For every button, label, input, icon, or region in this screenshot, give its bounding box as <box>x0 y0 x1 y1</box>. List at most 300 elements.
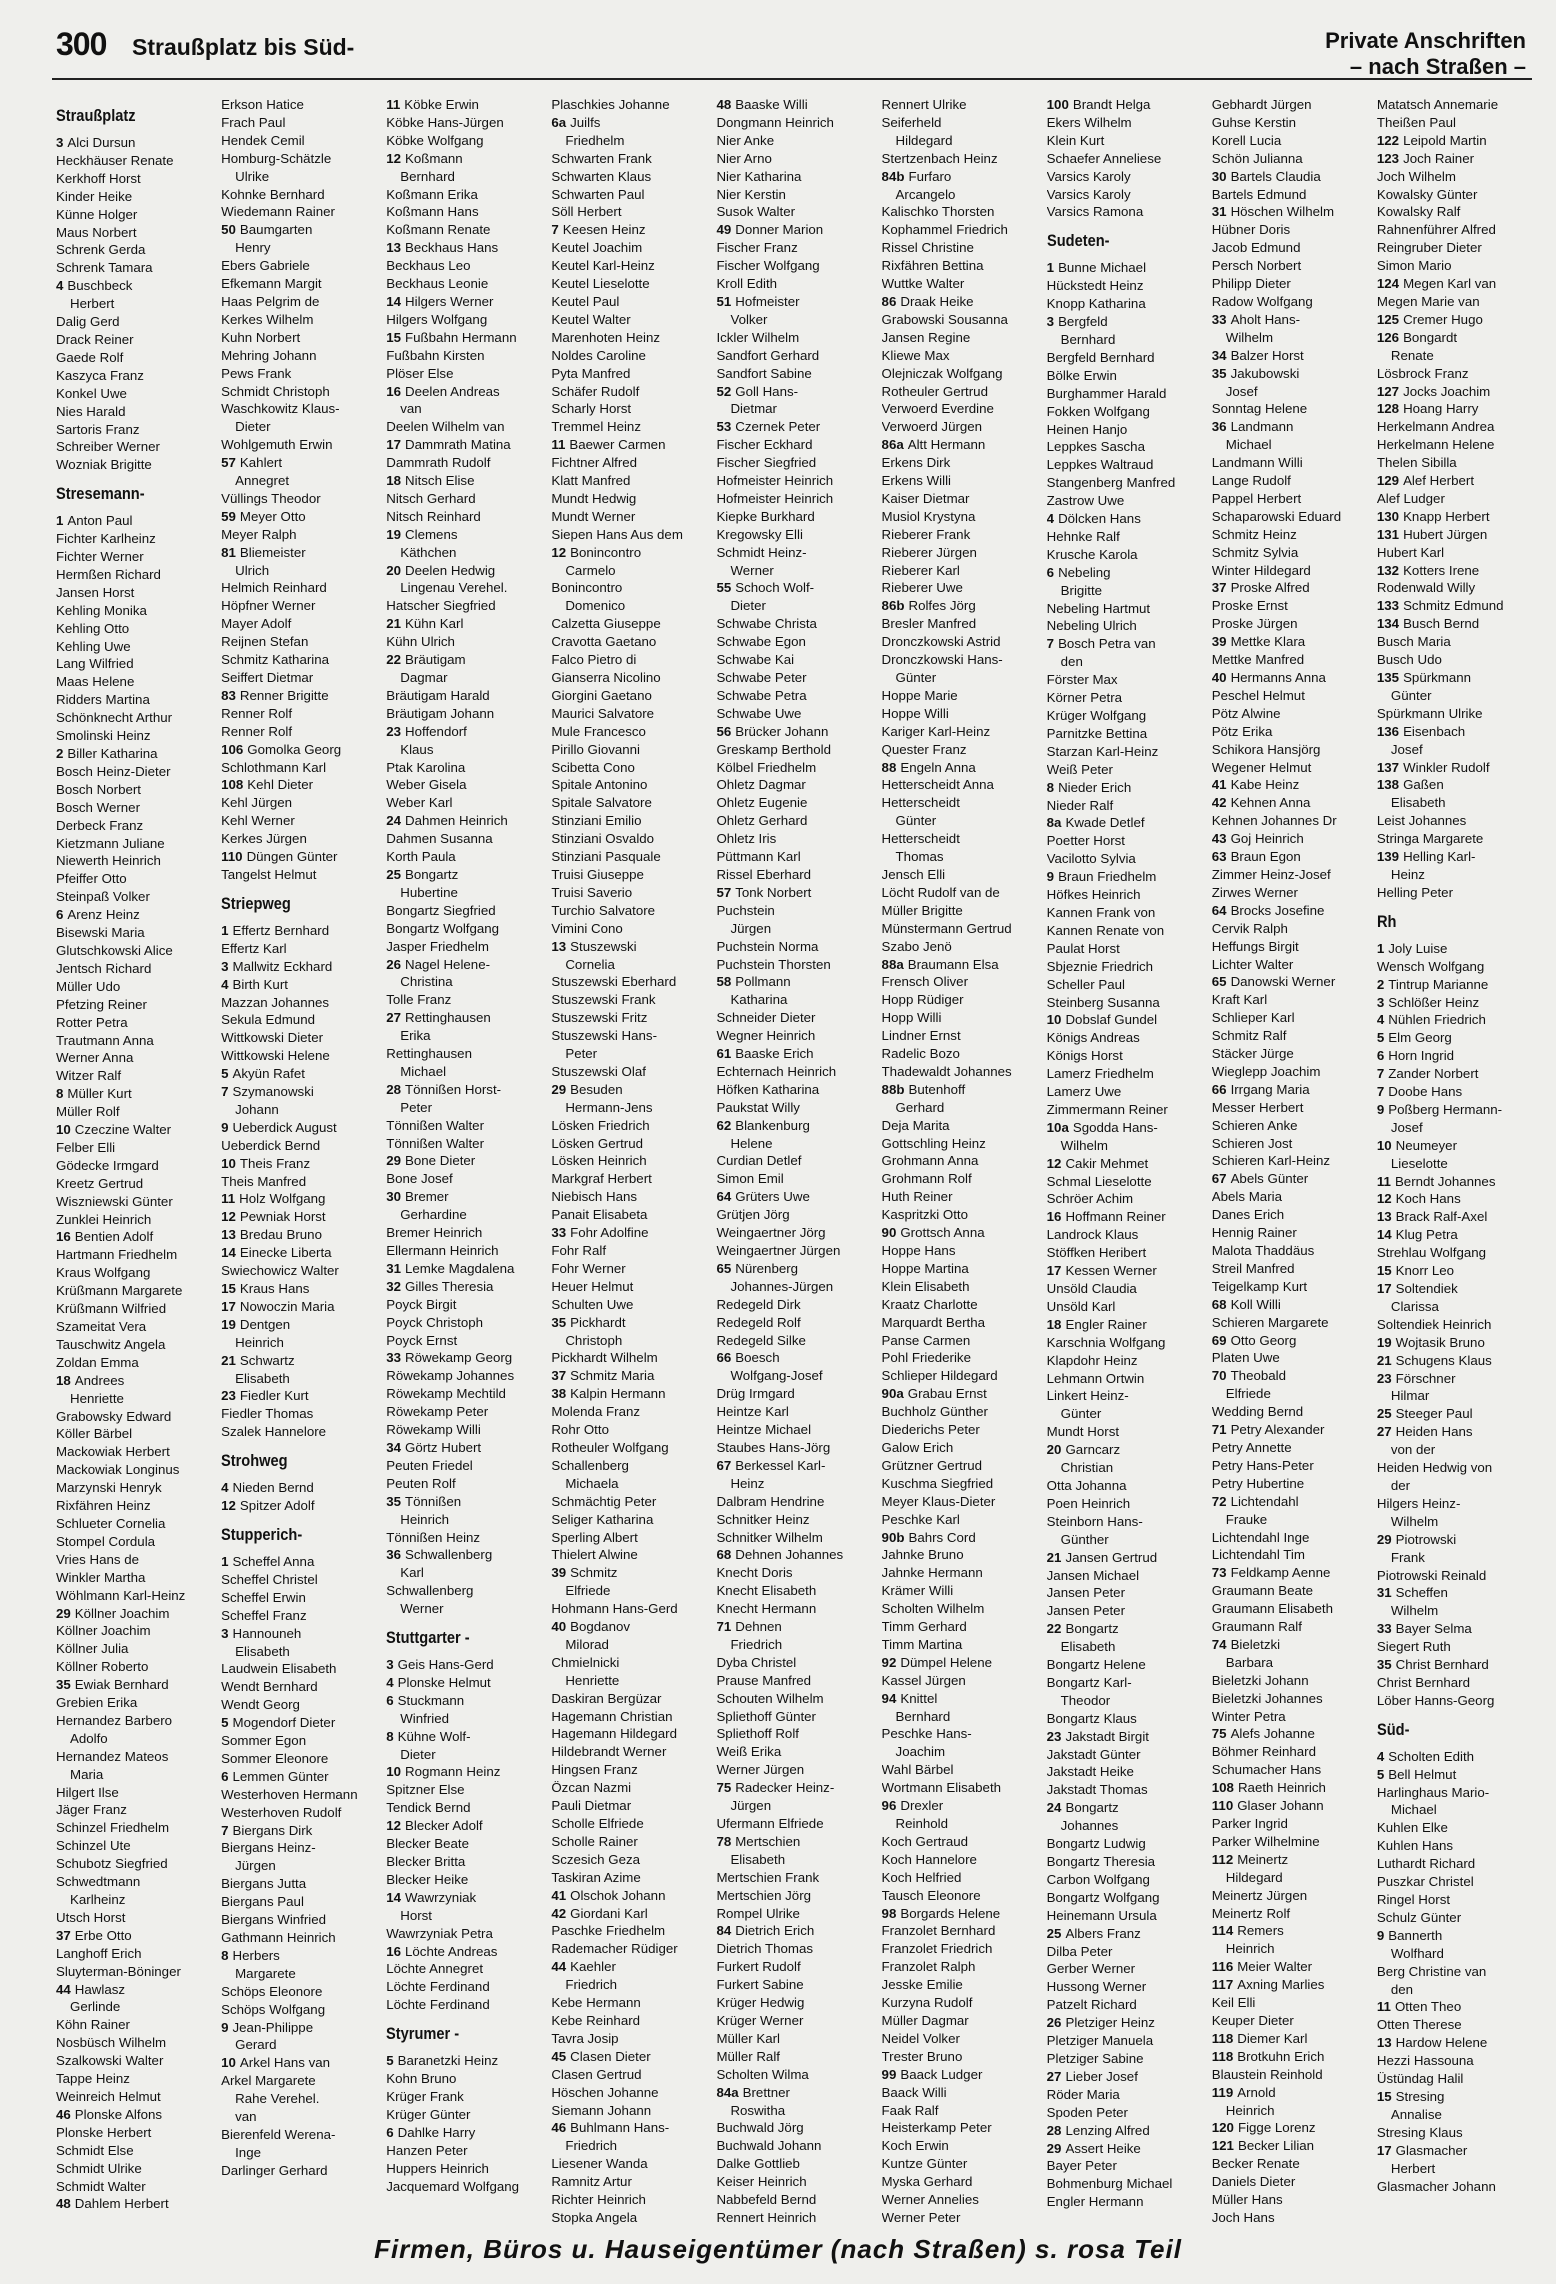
resident-entry: Dongmann Heinrich <box>716 114 834 130</box>
resident-entry: Hofmeister Heinrich <box>716 473 834 489</box>
house-number: 12 <box>1376 1191 1392 1207</box>
resident-entry: Knecht Elisabeth <box>716 1583 817 1599</box>
resident-entry: 117 Axning Marlies <box>1211 1977 1325 1993</box>
house-number: 7 <box>1376 1066 1385 1082</box>
resident-entry: Engler Hermann <box>1046 2194 1144 2210</box>
street-heading: Striepweg <box>221 893 291 913</box>
resident-entry: Sandfort Gerhard <box>716 347 820 363</box>
resident-entry: Franzolet Ralph <box>881 1959 976 1975</box>
resident-entry: Zirwes Werner <box>1211 884 1298 900</box>
resident-entry: Niewerth Heinrich <box>56 853 161 869</box>
house-number: 86a <box>881 437 904 453</box>
resident-entry: Hernandez Mateos <box>56 1748 169 1764</box>
resident-entry: Bongartz Ludwig <box>1046 1836 1146 1852</box>
house-number: 70 <box>1211 1368 1227 1384</box>
resident-entry: Mertschien Frank <box>716 1869 820 1885</box>
resident-entry: 73 Feldkamp Aenne <box>1211 1565 1331 1581</box>
entry-continuation: Bernhard <box>400 168 455 184</box>
resident-entry: Kehl Jürgen <box>221 795 293 811</box>
entry-continuation: Wilhelm <box>1060 1137 1108 1153</box>
resident-entry: Kassel Jürgen <box>881 1672 966 1688</box>
house-number: 10 <box>56 1122 71 1138</box>
resident-entry: Krüßmann Margarete <box>56 1283 183 1299</box>
resident-entry: Beckhaus Leo <box>386 258 471 274</box>
resident-entry: Stresing Klaus <box>1376 2124 1463 2140</box>
resident-entry: 135 Spürkmann <box>1376 670 1472 685</box>
resident-entry: Höpfner Werner <box>221 598 316 614</box>
resident-entry: Kuhn Norbert <box>221 329 301 345</box>
resident-entry: Sommer Eleonore <box>221 1750 329 1766</box>
resident-entry: 6 Horn Ingrid <box>1376 1048 1455 1064</box>
resident-entry: Karschnia Wolfgang <box>1046 1334 1166 1350</box>
house-number: 131 <box>1376 526 1400 542</box>
resident-entry: 114 Remers <box>1211 1923 1284 1939</box>
house-number: 86b <box>881 598 905 614</box>
resident-entry: Jahnke Hermann <box>881 1565 983 1581</box>
resident-entry: Pötz Alwine <box>1211 705 1281 721</box>
street-heading: Straußplatz <box>56 106 136 125</box>
resident-entry: Unsöld Claudia <box>1046 1281 1137 1296</box>
resident-entry: Mackowiak Longinus <box>56 1462 180 1478</box>
resident-entry: Hetterscheidt <box>881 831 960 847</box>
directory-column-8 <box>1212 96 1367 2226</box>
resident-entry: Kohnke Bernhard <box>221 186 325 202</box>
resident-entry: Lösken Heinrich <box>551 1153 647 1169</box>
resident-entry: Scheffel Erwin <box>221 1589 306 1605</box>
resident-entry: Kuhlen Hans <box>1376 1838 1454 1854</box>
resident-entry: 88 Engeln Anna <box>881 759 976 775</box>
entry-continuation: Hubertine <box>400 884 458 900</box>
resident-entry: Söll Herbert <box>551 204 622 220</box>
resident-entry: 25 Steeger Paul <box>1376 1406 1473 1422</box>
house-number: 32 <box>386 1278 402 1294</box>
resident-entry: 90a Grabau Ernst <box>881 1386 987 1402</box>
resident-entry: Schulten Uwe <box>551 1296 634 1312</box>
house-number: 8a <box>1046 815 1062 831</box>
resident-entry: 24 Dahmen Heinrich <box>386 813 508 829</box>
resident-entry: Malota Thaddäus <box>1211 1243 1315 1258</box>
resident-entry: Becker Renate <box>1211 2156 1300 2172</box>
resident-entry: Bongartz Wolfgang <box>386 920 500 936</box>
house-number: 13 <box>551 938 567 954</box>
resident-entry: Heintze Karl <box>716 1404 789 1420</box>
resident-entry: Ellermann Heinrich <box>386 1243 499 1258</box>
entry-continuation: Heinrich <box>1225 2102 1275 2118</box>
resident-entry: Hernandez Barbero <box>56 1712 173 1728</box>
resident-entry: Susok Walter <box>716 204 796 220</box>
resident-entry: Löcht Rudolf van de <box>881 884 1000 900</box>
entry-continuation: Reinhold <box>895 1816 949 1831</box>
resident-entry: Fußbahn Kirsten <box>386 347 485 363</box>
resident-entry: 9 Ueberdick August <box>221 1119 337 1135</box>
resident-entry: Theißen Paul <box>1376 114 1456 130</box>
resident-entry: 127 Jocks Joachim <box>1376 383 1491 399</box>
resident-entry: Poetter Horst <box>1046 833 1125 849</box>
house-number: 92 <box>881 1654 897 1670</box>
resident-entry: Radow Wolfgang <box>1211 293 1313 309</box>
house-number: 122 <box>1376 132 1400 148</box>
house-number: 130 <box>1376 508 1400 524</box>
resident-entry: Kraft Karl <box>1211 992 1268 1008</box>
resident-entry: Verwoerd Everdine <box>881 401 994 417</box>
resident-entry: 137 Winkler Rudolf <box>1376 759 1490 775</box>
resident-entry: Bongartz Helene <box>1046 1657 1146 1673</box>
resident-entry: Höfken Katharina <box>716 1081 820 1097</box>
resident-entry: Schmidt Ulrike <box>56 2160 142 2176</box>
house-number: 6 <box>386 2124 394 2140</box>
resident-entry: Koßmann Hans <box>386 204 479 220</box>
resident-entry: 23 Förschner <box>1376 1370 1456 1386</box>
resident-entry: Proske Ernst <box>1211 598 1288 614</box>
resident-entry: Poyck Christoph <box>386 1314 484 1330</box>
resident-entry: Röwekamp Willi <box>386 1422 481 1438</box>
entry-continuation: Brigitte <box>1060 582 1103 598</box>
resident-entry: Mule Francesco <box>551 723 646 739</box>
house-number: 136 <box>1376 723 1400 739</box>
house-number: 52 <box>716 383 732 399</box>
resident-entry: 28 Tönnißen Horst- <box>386 1081 502 1097</box>
resident-entry: Varsics Karoly <box>1046 186 1131 202</box>
house-number: 2 <box>56 746 64 761</box>
resident-entry: 37 Schmitz Maria <box>551 1368 655 1384</box>
resident-entry: Gödecke Irmgard <box>56 1157 159 1173</box>
resident-entry: Schreiber Werner <box>56 439 160 455</box>
house-number: 73 <box>1211 1565 1227 1581</box>
resident-entry: 86b Rolfes Jörg <box>881 598 976 614</box>
house-number: 61 <box>716 1046 732 1062</box>
entry-continuation: Hilmar <box>1390 1388 1430 1404</box>
address-directory <box>56 96 1532 2226</box>
page-number: 300 <box>56 26 107 62</box>
resident-entry: Förster Max <box>1046 672 1118 688</box>
resident-entry: Kuschma Siegfried <box>881 1475 994 1491</box>
resident-entry: Szabo Jenö <box>881 938 952 954</box>
resident-entry: Rieberer Karl <box>881 562 960 578</box>
resident-entry: Schieren Margarete <box>1211 1314 1329 1330</box>
resident-entry: 139 Helling Karl- <box>1376 849 1476 865</box>
entry-continuation: Christian <box>1060 1460 1114 1476</box>
resident-entry: Rademacher Rüdiger <box>551 1941 678 1957</box>
resident-entry: Buchwald Jörg <box>716 2120 804 2136</box>
resident-entry: 71 Dehnen <box>716 1619 782 1635</box>
resident-entry: Marenhoten Heinz <box>551 329 660 345</box>
resident-entry: Molenda Franz <box>551 1404 641 1420</box>
resident-entry: Faak Ralf <box>881 2102 939 2118</box>
house-number: 29 <box>386 1153 402 1169</box>
resident-entry: 22 Bongartz <box>1046 1621 1119 1637</box>
house-number: 51 <box>716 293 732 309</box>
resident-entry: Jakstadt Günter <box>1046 1746 1141 1762</box>
resident-entry: Stuszewski Hans- <box>551 1028 657 1044</box>
house-number: 94 <box>881 1690 897 1706</box>
resident-entry: 119 Arnold <box>1211 2084 1276 2100</box>
resident-entry: 130 Knapp Herbert <box>1376 508 1490 524</box>
resident-entry: Krämer Willi <box>881 1583 954 1599</box>
entry-continuation: Dieter <box>400 1746 436 1762</box>
resident-entry: 8a Kwade Detlef <box>1046 815 1145 831</box>
house-number: 43 <box>1211 831 1227 847</box>
resident-entry: Tremmel Heinz <box>551 419 641 435</box>
entry-continuation: Horst <box>400 1907 432 1923</box>
resident-entry: 1 Bunne Michael <box>1046 260 1147 276</box>
resident-entry: 2 Biller Katharina <box>56 746 158 761</box>
resident-entry: Erkens Dirk <box>881 455 951 471</box>
resident-entry: Wegner Heinrich <box>716 1028 816 1044</box>
resident-entry: 8 Herbers <box>221 1947 280 1963</box>
house-number: 19 <box>386 526 402 542</box>
house-number: 7 <box>1376 1084 1385 1100</box>
resident-entry: Tönnißen Walter <box>386 1117 485 1133</box>
entry-continuation: Wolfgang-Josef <box>730 1368 823 1384</box>
resident-entry: 100 Brandt Helga <box>1046 97 1151 112</box>
resident-entry: Schmitz Sylvia <box>1211 544 1299 560</box>
house-number: 134 <box>1376 616 1400 632</box>
resident-entry: Danes Erich <box>1211 1207 1285 1223</box>
resident-entry: Schmächtig Peter <box>551 1493 657 1509</box>
resident-entry: Weber Gisela <box>386 777 467 793</box>
house-number: 12 <box>221 1498 236 1514</box>
resident-entry: Stuszewski Olaf <box>551 1063 646 1079</box>
house-number: 35 <box>56 1677 71 1693</box>
resident-entry: Nier Arno <box>716 150 772 166</box>
resident-entry: Pickhardt Wilhelm <box>551 1350 658 1366</box>
house-number: 19 <box>1376 1334 1392 1350</box>
resident-entry: 11 Köbke Erwin <box>386 97 479 112</box>
resident-entry: Franzolet Bernhard <box>881 1923 996 1939</box>
resident-entry: 36 Schwallenberg <box>386 1547 493 1563</box>
resident-entry: 15 Stresing <box>1376 2088 1445 2104</box>
resident-entry: Dahmen Susanna <box>386 831 493 847</box>
house-number: 26 <box>386 956 402 972</box>
resident-entry: 84a Brettner <box>716 2084 790 2100</box>
resident-entry: Wohlgemuth Erwin <box>221 437 333 453</box>
resident-entry: Schinzel Ute <box>56 1838 131 1854</box>
resident-entry: 1 Anton Paul <box>56 513 133 529</box>
house-number: 30 <box>1211 168 1227 184</box>
resident-entry: 12 Pewniak Horst <box>221 1209 326 1225</box>
house-number: 15 <box>386 329 402 345</box>
resident-entry: 7 Szymanowski <box>221 1084 314 1100</box>
resident-entry: Haas Pelgrim de <box>221 293 320 309</box>
resident-entry: Kraatz Charlotte <box>881 1296 978 1312</box>
resident-entry: Spitzner Else <box>386 1782 465 1798</box>
resident-entry: Chmielnicki <box>551 1654 620 1670</box>
house-number: 21 <box>1046 1549 1062 1565</box>
house-number: 37 <box>1211 580 1227 596</box>
resident-entry: Drack Reiner <box>56 331 134 347</box>
resident-entry: 9 Braun Friedhelm <box>1046 869 1157 885</box>
resident-entry: Zimmermann Reiner <box>1046 1101 1168 1117</box>
entry-continuation: Margarete <box>235 1965 296 1981</box>
resident-entry: Bölke Erwin <box>1046 367 1117 383</box>
resident-entry: Puchstein <box>716 902 775 918</box>
resident-entry: Platen Uwe <box>1211 1350 1280 1366</box>
entry-continuation: Elisabeth <box>235 1370 290 1386</box>
resident-entry: Scheffel Franz <box>221 1607 307 1623</box>
resident-entry: Maas Helene <box>56 674 135 690</box>
entry-continuation: Elisabeth <box>1390 795 1446 811</box>
resident-entry: Kebe Reinhard <box>551 2012 641 2028</box>
resident-entry: Poen Heinrich <box>1046 1495 1131 1511</box>
resident-entry: 5 Elm Georg <box>1376 1030 1452 1046</box>
house-number: 11 <box>1376 1173 1391 1189</box>
entry-continuation: Henry <box>235 240 271 256</box>
resident-entry: Stinziani Pasquale <box>551 849 661 865</box>
resident-entry: 110 Düngen Günter <box>221 849 338 865</box>
resident-entry: Mundt Hedwig <box>551 490 637 506</box>
resident-entry: Nitsch Reinhard <box>386 508 481 524</box>
resident-entry: Timm Martina <box>881 1636 963 1652</box>
house-number: 40 <box>1211 670 1227 685</box>
resident-entry: 6 Arenz Heinz <box>56 907 140 923</box>
resident-entry: Blecker Britta <box>386 1854 466 1869</box>
entry-continuation: Hildegard <box>1225 1869 1283 1885</box>
house-number: 40 <box>551 1619 567 1635</box>
entry-continuation: Frank <box>1390 1549 1425 1565</box>
resident-entry: 65 Nürenberg <box>716 1260 799 1276</box>
resident-entry: Schinzel Friedhelm <box>56 1820 170 1836</box>
house-number: 6 <box>1046 564 1055 580</box>
resident-entry: Schulz Günter <box>1376 1909 1462 1925</box>
entry-continuation: Volker <box>730 311 768 327</box>
resident-entry: Löchte Ferdinand <box>386 1997 490 2013</box>
resident-entry: Schrenk Tamara <box>56 260 153 276</box>
resident-entry: 19 Dentgen <box>221 1316 291 1332</box>
resident-entry: 23 Jakstadt Birgit <box>1046 1728 1149 1744</box>
resident-entry: Jahnke Bruno <box>881 1547 964 1563</box>
resident-entry: 18 Engler Rainer <box>1046 1316 1147 1332</box>
resident-entry: Vimini Cono <box>551 920 623 936</box>
resident-entry: Heintze Michael <box>716 1422 812 1438</box>
house-number: 71 <box>1211 1422 1227 1438</box>
resident-entry: Berg Christine van <box>1376 1963 1487 1979</box>
resident-entry: Schwabe Christa <box>716 616 817 632</box>
resident-entry: Werner Annelies <box>881 2192 979 2208</box>
resident-entry: Rieberer Uwe <box>881 580 963 596</box>
resident-entry: 29 Besuden <box>551 1081 623 1097</box>
resident-entry: 86 Draak Heike <box>881 293 974 309</box>
resident-entry: Kaspritzki Otto <box>881 1207 969 1223</box>
resident-entry: Buchwald Johann <box>716 2138 822 2154</box>
resident-entry: 112 Meinertz <box>1211 1851 1289 1867</box>
house-number: 133 <box>1376 598 1400 614</box>
house-number: 31 <box>386 1260 402 1276</box>
resident-entry: Klatt Manfred <box>551 473 631 489</box>
house-number: 128 <box>1376 401 1400 417</box>
house-number: 83 <box>221 687 236 703</box>
house-number: 90 <box>881 1225 897 1241</box>
resident-entry: Sbjeznie Friedrich <box>1046 958 1154 974</box>
resident-entry: 67 Abels Günter <box>1211 1171 1309 1187</box>
resident-entry: Otten Therese <box>1376 2017 1462 2033</box>
entry-continuation: Maria <box>70 1766 104 1782</box>
resident-entry: Kerkes Wilhelm <box>221 311 314 327</box>
resident-entry: Zastrow Uwe <box>1046 493 1125 509</box>
resident-entry: Steinpaß Volker <box>56 889 150 905</box>
house-number: 135 <box>1376 670 1400 685</box>
resident-entry: 49 Donner Marion <box>716 222 824 238</box>
resident-entry: Hilgert Ilse <box>56 1784 119 1800</box>
house-number: 1 <box>1376 940 1385 956</box>
resident-entry: Taskiran Azime <box>551 1869 641 1885</box>
resident-entry: Tolle Franz <box>386 992 452 1008</box>
resident-entry: 33 Aholt Hans- <box>1211 311 1301 327</box>
resident-entry: Knopp Katharina <box>1046 296 1146 312</box>
resident-entry: Quester Franz <box>881 741 967 757</box>
resident-entry: Schwarten Paul <box>551 186 645 202</box>
house-number: 8 <box>56 1086 64 1102</box>
entry-continuation: Heinrich <box>400 1511 449 1527</box>
resident-entry: Rotheuler Wolfgang <box>551 1439 669 1455</box>
entry-continuation: Rahe Verehel. <box>235 2091 320 2107</box>
house-number: 56 <box>716 723 732 739</box>
resident-entry: Teigelkamp Kurt <box>1211 1278 1308 1294</box>
resident-entry: Siepen Hans Aus dem <box>551 526 683 542</box>
resident-entry: 13 Brack Ralf-Axel <box>1376 1209 1488 1225</box>
house-number: 13 <box>221 1227 236 1243</box>
resident-entry: Kannen Frank von <box>1046 904 1156 920</box>
resident-entry: Müller Ralf <box>716 2048 780 2064</box>
entry-continuation: Heinrich <box>1225 1941 1275 1957</box>
house-number: 26 <box>1046 2015 1062 2031</box>
house-number: 127 <box>1376 383 1400 399</box>
resident-entry: Frach Paul <box>221 114 286 130</box>
resident-entry: 17 Glasmacher <box>1376 2142 1468 2158</box>
resident-entry: Joch Wilhelm <box>1376 168 1456 184</box>
entry-continuation: Elisabeth <box>1060 1639 1116 1655</box>
house-number: 36 <box>1211 419 1227 435</box>
resident-entry: Tappe Heinz <box>56 2071 130 2087</box>
house-number: 25 <box>386 866 402 882</box>
resident-entry: Greskamp Berthold <box>716 741 831 757</box>
resident-entry: Megen Marie van <box>1376 293 1480 309</box>
resident-entry: 10 Dobslaf Gundel <box>1046 1012 1158 1028</box>
resident-entry: 5 Baranetzki Heinz <box>386 2053 499 2069</box>
resident-entry: 88b Butenhoff <box>881 1081 966 1097</box>
house-number: 23 <box>221 1388 236 1404</box>
resident-entry: 17 Nowoczin Maria <box>221 1298 335 1314</box>
resident-entry: Grützner Gertrud <box>881 1457 983 1473</box>
resident-entry: Pletziger Manuela <box>1046 2033 1154 2049</box>
resident-entry: Verwoerd Jürgen <box>881 419 983 435</box>
house-number: 8 <box>386 1728 394 1744</box>
house-number: 16 <box>56 1229 71 1245</box>
house-number: 10 <box>221 1155 236 1171</box>
resident-entry: Zoldan Emma <box>56 1354 139 1370</box>
resident-entry: 10 Arkel Hans van <box>221 2055 331 2071</box>
resident-entry: Effertz Karl <box>221 940 287 956</box>
house-number: 1 <box>221 922 229 938</box>
resident-entry: Keutel Paul <box>551 293 620 309</box>
resident-entry: Löchte Annegret <box>386 1961 484 1977</box>
house-number: 75 <box>1211 1726 1227 1742</box>
resident-entry: Winter Hildegard <box>1211 562 1311 578</box>
resident-entry: 44 Kaehler <box>551 1959 616 1975</box>
resident-entry: Schlueter Cornelia <box>56 1515 166 1531</box>
resident-entry: Fischer Siegfried <box>716 455 817 471</box>
resident-entry: Stöffken Heribert <box>1046 1245 1147 1261</box>
directory-column-2 <box>221 96 376 2226</box>
resident-entry: 35 Pickhardt <box>551 1314 626 1330</box>
entry-continuation: van <box>235 2109 257 2125</box>
entry-continuation: Günter <box>1060 1406 1102 1422</box>
resident-entry: Stangenberg Manfred <box>1046 475 1176 491</box>
resident-entry: Redegeld Silke <box>716 1332 806 1348</box>
resident-entry: Spitale Salvatore <box>551 795 652 811</box>
house-number: 24 <box>1046 1800 1062 1816</box>
house-number: 33 <box>1211 311 1227 327</box>
house-number: 67 <box>1211 1171 1227 1187</box>
